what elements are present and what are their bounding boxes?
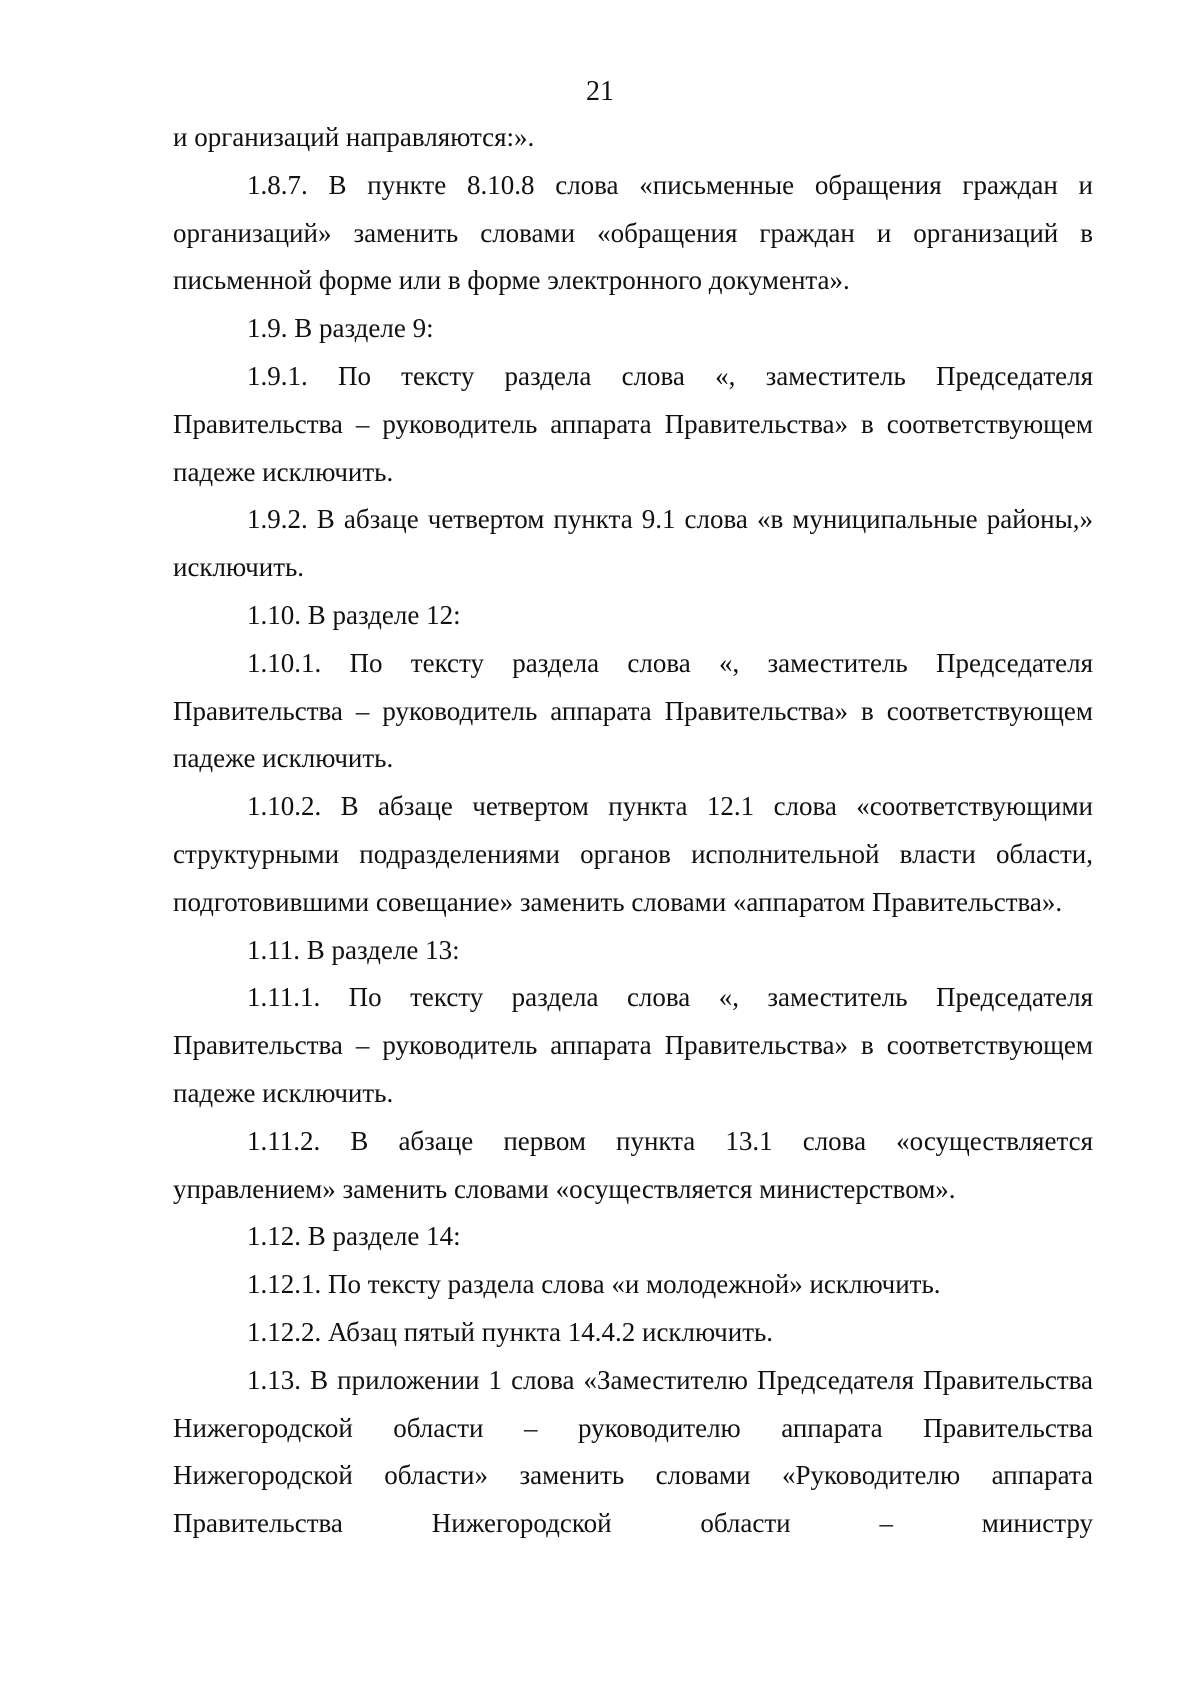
- paragraph: 1.12.1. По тексту раздела слова «и молодежной» исключить.: [247, 1269, 941, 1300]
- paragraph: 1.12.2. Абзац пятый пункта 14.4.2 исключить.: [247, 1316, 774, 1347]
- paragraph: 1.9.1. По тексту раздела слова «, заместитель Председателя Правительства – руководитель аппарата Правительства» в соответствующем падеже исключить.: [173, 360, 1093, 487]
- paragraph: 1.11. В разделе 13:: [247, 934, 460, 965]
- paragraph: 1.9.2. В абзаце четвертом пункта 9.1 слова «в муниципальные районы,» исключить.: [173, 504, 1093, 583]
- paragraph: 1.10.1. По тексту раздела слова «, заместитель Председателя Правительства – руководитель аппарата Правительства» в соответствующем падеже исключить.: [173, 647, 1093, 774]
- paragraph: 1.9. В разделе 9:: [247, 313, 434, 344]
- paragraph: 1.11.2. В абзаце первом пункта 13.1 слова «осуществляется управлением» заменить словами «осуществляется министерством».: [173, 1125, 1093, 1204]
- paragraph: 1.10. В разделе 12:: [247, 599, 461, 630]
- paragraph: 1.8.7. В пункте 8.10.8 слова «письменные обращения граждан и организаций» заменить словами «обращения граждан и организаций в письменной форме или в форме электронного документа».: [173, 169, 1093, 296]
- paragraph: 1.10.2. В абзаце четвертом пункта 12.1 слова «соответствующими структурными подразделениями органов исполнительной власти области, подготовившими совещание» заменить словами «аппаратом Правительства».: [173, 791, 1093, 917]
- paragraph: 1.13. В приложении 1 слова «Заместителю Председателя Правительства Нижегородской области – руководителю аппарата Правительства Нижегородской области» заменить словами «Руководителю аппарата Правительства Нижегородской области – министру: [173, 1364, 1093, 1539]
- paragraph: 1.12. В разделе 14:: [247, 1221, 461, 1252]
- page-number: 21: [586, 76, 614, 107]
- paragraph: 1.11.1. По тексту раздела слова «, заместитель Председателя Правительства – руководитель аппарата Правительства» в соответствующем падеже исключить.: [173, 982, 1093, 1108]
- document-body: [173, 114, 1093, 1548]
- paragraph: и организаций направляются:».: [173, 122, 535, 152]
